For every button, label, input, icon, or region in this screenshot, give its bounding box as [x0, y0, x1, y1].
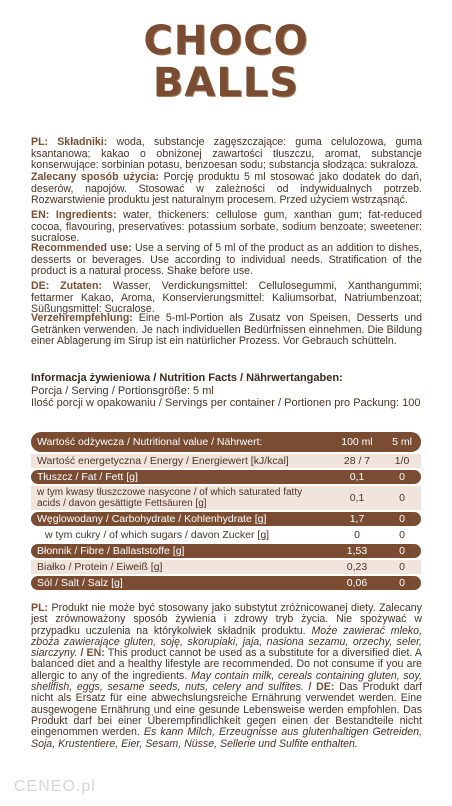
watermark: CENEO.pl: [14, 778, 96, 795]
row-value-100ml: 0: [331, 528, 383, 542]
row-value-5ml: 1/0: [383, 454, 421, 468]
allergen-notice: PL: Produkt nie może być stosowany jako substytut zróżnicowanej diety. Zalecany jest zrównoważony sposób żywienia i zdrowy tryb życia. Nie spożywać w przypadku uczulenia na którykolwiek składnik produktu. Może zawierać mleko, zboża zawierające gluten, soję, skorupiaki, jaja, nasiona sezamu, orzechy, seler, siarczyny. / EN: This product cannot be used as a substitute for a diversified diet. A balanced diet and a healthy lifestyle are recommended. Do not consume if you are allergic to any of the ingredients. May contain milk, cereals containing gluten, soy, shellfish, eggs, sesame seeds, nuts, celery and sulfites. / DE: Das Produkt darf nicht als Ersatz für eine abwechslungsreiche Ernährung verwendet werden. Eine ausgewogene Ernährung und eine gesunde Lebensweise werden empfohlen. Das Produkt darf bei einer Überempfindlichkeit gegen einen der Bestandteile nicht eingenommen werden. Es kann Milch, Erzeugnisse aus glutenhaltigen Getreiden, Soja, Krustentiere, Eier, Sesam, Nüsse, Sellerie und Sulfite enthalten.: [31, 602, 423, 750]
product-title-line2: BALLS: [152, 60, 300, 106]
table-row: [31, 528, 421, 542]
row-value-100ml: 0,23: [331, 560, 383, 574]
row-value-5ml: 0: [383, 470, 421, 484]
pl-use: Zalecany sposób użycia: Porcję produktu 5 ml stosować jako dodatek do dań, deserów, napojów. Stosować w zależności od indywidualnych potrzeb. Rozwarstwienie produktu jest naturalnym procesem. Przed użyciem wstrząsnąć.: [31, 171, 422, 206]
nutrition-title: Informacja żywieniowa / Nutrition Facts / Nährwertangaben:: [31, 372, 343, 384]
de-use: Verzehrempfehlung: Eine 5-ml-Portion als Zusatz von Speisen, Desserts und Getränken verwenden. Je nach individuellen Bedürfnissen einnehmen. Die Bildung einer Ablagerung im Sirup ist ein natürlicher Prozess. Vor Gebrauch schütteln.: [31, 312, 423, 347]
table-row: [31, 560, 421, 574]
row-label: Wartość energetyczna / Energy / Energiewert [kJ/kcal]: [31, 454, 331, 468]
row-value-5ml: 0: [383, 528, 421, 542]
row-value-100ml: 1,53: [331, 544, 383, 558]
pl-ingredients: PL: Składniki: woda, substancje zagęszczające: guma celulozowa, guma ksantanowa; kakao o obniżonej zawartości tłuszczu, aromat, substancje konserwujące: sorbinian potasu, benzoesan sodu; substancja słodząca: sukraloza.: [31, 136, 422, 171]
row-label: w tym kwasy tłuszczowe nasycone / of which saturated fatty acids / davon gesättigte Fettsäuren [g]: [31, 486, 331, 510]
table-row: [31, 544, 421, 558]
row-label: Sól / Salt / Salz [g]: [31, 576, 331, 590]
row-value-100ml: 0,1: [331, 486, 383, 510]
row-value-100ml: 1,7: [331, 512, 383, 526]
table-row: [31, 454, 421, 468]
row-value-5ml: 0: [383, 512, 421, 526]
table-row: [31, 576, 421, 590]
row-value-100ml: 0,1: [331, 470, 383, 484]
row-label: Tłuszcz / Fat / Fett [g]: [31, 470, 331, 484]
de-ingredients: DE: Zutaten: Wasser, Verdickungsmittel: Cellulosegummi, Xanthangummi; fettarmer Kakao, Aroma, Konservierungsmittel: Kaliumsorbat, Natriumbenzoat; Süßungsmittel: Sucralose.: [31, 280, 423, 315]
row-label: Węglowodany / Carbohydrate / Kohlenhydrate [g]: [31, 512, 331, 526]
nutrition-table: [31, 430, 421, 592]
nutrition-header: [31, 372, 431, 410]
en-ingredients: EN: Ingredients: water, thickeners: cellulose gum, xanthan gum; fat-reduced cocoa, flavouring, preservatives: potassium sorbate, sodium benzoate; sweetener: sucralose.: [31, 209, 423, 244]
row-value-100ml: 0,06: [331, 576, 383, 590]
table-row: [31, 470, 421, 484]
row-label: Błonnik / Fibre / Ballaststoffe [g]: [31, 544, 331, 558]
header-col-100ml: 100 ml: [331, 432, 383, 452]
row-value-5ml: 0: [383, 576, 421, 590]
en-use: Recommended use: Use a serving of 5 ml of the product as an addition to dishes, desserts or beverages. Use according to individual needs. Stratification of the product is a natural process. Shake before use.: [31, 242, 422, 277]
row-label: Białko / Protein / Eiweiß [g]: [31, 560, 331, 574]
nutrition-table-header: [31, 432, 421, 452]
row-value-5ml: 0: [383, 544, 421, 558]
header-label: Wartość odżywcza / Nutritional value / Nährwert:: [31, 432, 331, 452]
nutrition-portion: Porcja / Serving / Portionsgröße: 5 ml: [31, 384, 214, 397]
table-row: [31, 486, 421, 510]
nutrition-servings: Ilość porcji w opakowaniu / Servings per container / Portionen pro Packung: 100: [31, 397, 421, 409]
row-value-5ml: 0: [383, 486, 421, 510]
row-label: w tym cukry / of which sugars / davon Zucker [g]: [31, 528, 331, 542]
table-row: [31, 512, 421, 526]
row-value-100ml: 28 / 7: [331, 454, 383, 468]
product-title-line1: CHOCO: [143, 18, 309, 64]
header-col-5ml: 5 ml: [383, 432, 421, 452]
row-value-5ml: 0: [383, 560, 421, 574]
